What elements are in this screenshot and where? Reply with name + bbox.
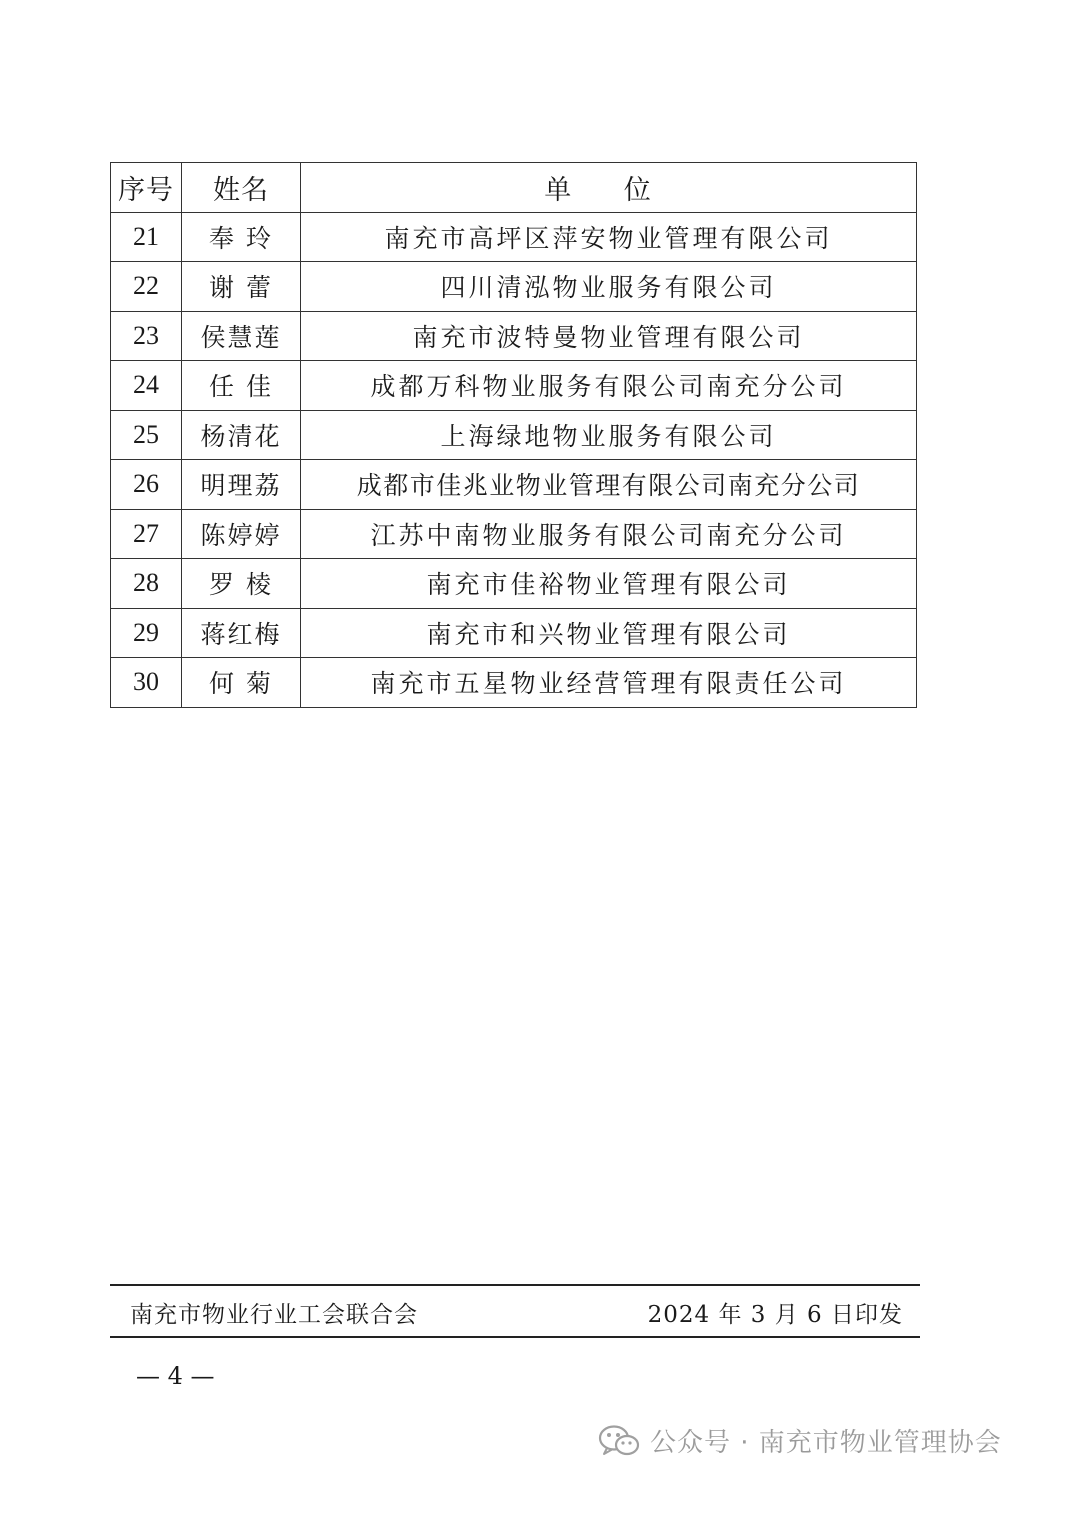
- table-header-row: [111, 163, 917, 213]
- watermark-text: 公众号 · 南充市物业管理协会: [650, 1428, 1002, 1458]
- table-row: [111, 658, 917, 708]
- row-name: 明理荔: [182, 460, 301, 510]
- row-serial: 22: [111, 262, 182, 312]
- wechat-icon: [598, 1423, 640, 1459]
- header-unit: 单 位: [301, 163, 917, 213]
- row-serial: 21: [111, 212, 182, 262]
- table-row: [111, 361, 917, 411]
- watermark: [598, 1422, 1002, 1459]
- row-unit: 上海绿地物业服务有限公司: [301, 410, 917, 460]
- row-serial: 27: [111, 509, 182, 559]
- row-name: 蒋红梅: [182, 608, 301, 658]
- row-unit: 南充市佳裕物业管理有限公司: [301, 559, 917, 609]
- table-row: [111, 460, 917, 510]
- row-unit: 南充市五星物业经营管理有限责任公司: [301, 658, 917, 708]
- row-serial: 30: [111, 658, 182, 708]
- row-name: 何 菊: [182, 658, 301, 708]
- table-row: [111, 608, 917, 658]
- footer-top-rule: [110, 1284, 920, 1286]
- table-row: [111, 559, 917, 609]
- row-serial: 25: [111, 410, 182, 460]
- row-unit: 成都市佳兆业物业管理有限公司南充分公司: [301, 460, 917, 510]
- table-row: [111, 410, 917, 460]
- row-unit: 江苏中南物业服务有限公司南充分公司: [301, 509, 917, 559]
- row-name: 任 佳: [182, 361, 301, 411]
- table-row: [111, 212, 917, 262]
- row-serial: 29: [111, 608, 182, 658]
- row-serial: 28: [111, 559, 182, 609]
- page-number: — 4 —: [136, 1362, 215, 1390]
- row-unit: 成都万科物业服务有限公司南充分公司: [301, 361, 917, 411]
- row-unit: 四川清泓物业服务有限公司: [301, 262, 917, 312]
- row-unit: 南充市波特曼物业管理有限公司: [301, 311, 917, 361]
- header-name: 姓名: [182, 163, 301, 213]
- row-name: 奉 玲: [182, 212, 301, 262]
- footer-bottom-rule: [110, 1336, 920, 1338]
- table-row: [111, 311, 917, 361]
- row-serial: 26: [111, 460, 182, 510]
- header-serial: 序号: [111, 163, 182, 213]
- row-serial: 24: [111, 361, 182, 411]
- row-name: 谢 蕾: [182, 262, 301, 312]
- footer-issue-date: 2024 年 3 月 6 日印发: [647, 1302, 903, 1328]
- row-serial: 23: [111, 311, 182, 361]
- row-name: 杨清花: [182, 410, 301, 460]
- table-row: [111, 262, 917, 312]
- row-unit: 南充市和兴物业管理有限公司: [301, 608, 917, 658]
- row-name: 罗 棱: [182, 559, 301, 609]
- footer-issuer: 南充市物业行业工会联合会: [130, 1302, 418, 1328]
- table-row: [111, 509, 917, 559]
- row-unit: 南充市高坪区萍安物业管理有限公司: [301, 212, 917, 262]
- row-name: 陈婷婷: [182, 509, 301, 559]
- row-name: 侯慧莲: [182, 311, 301, 361]
- member-table: [110, 162, 917, 708]
